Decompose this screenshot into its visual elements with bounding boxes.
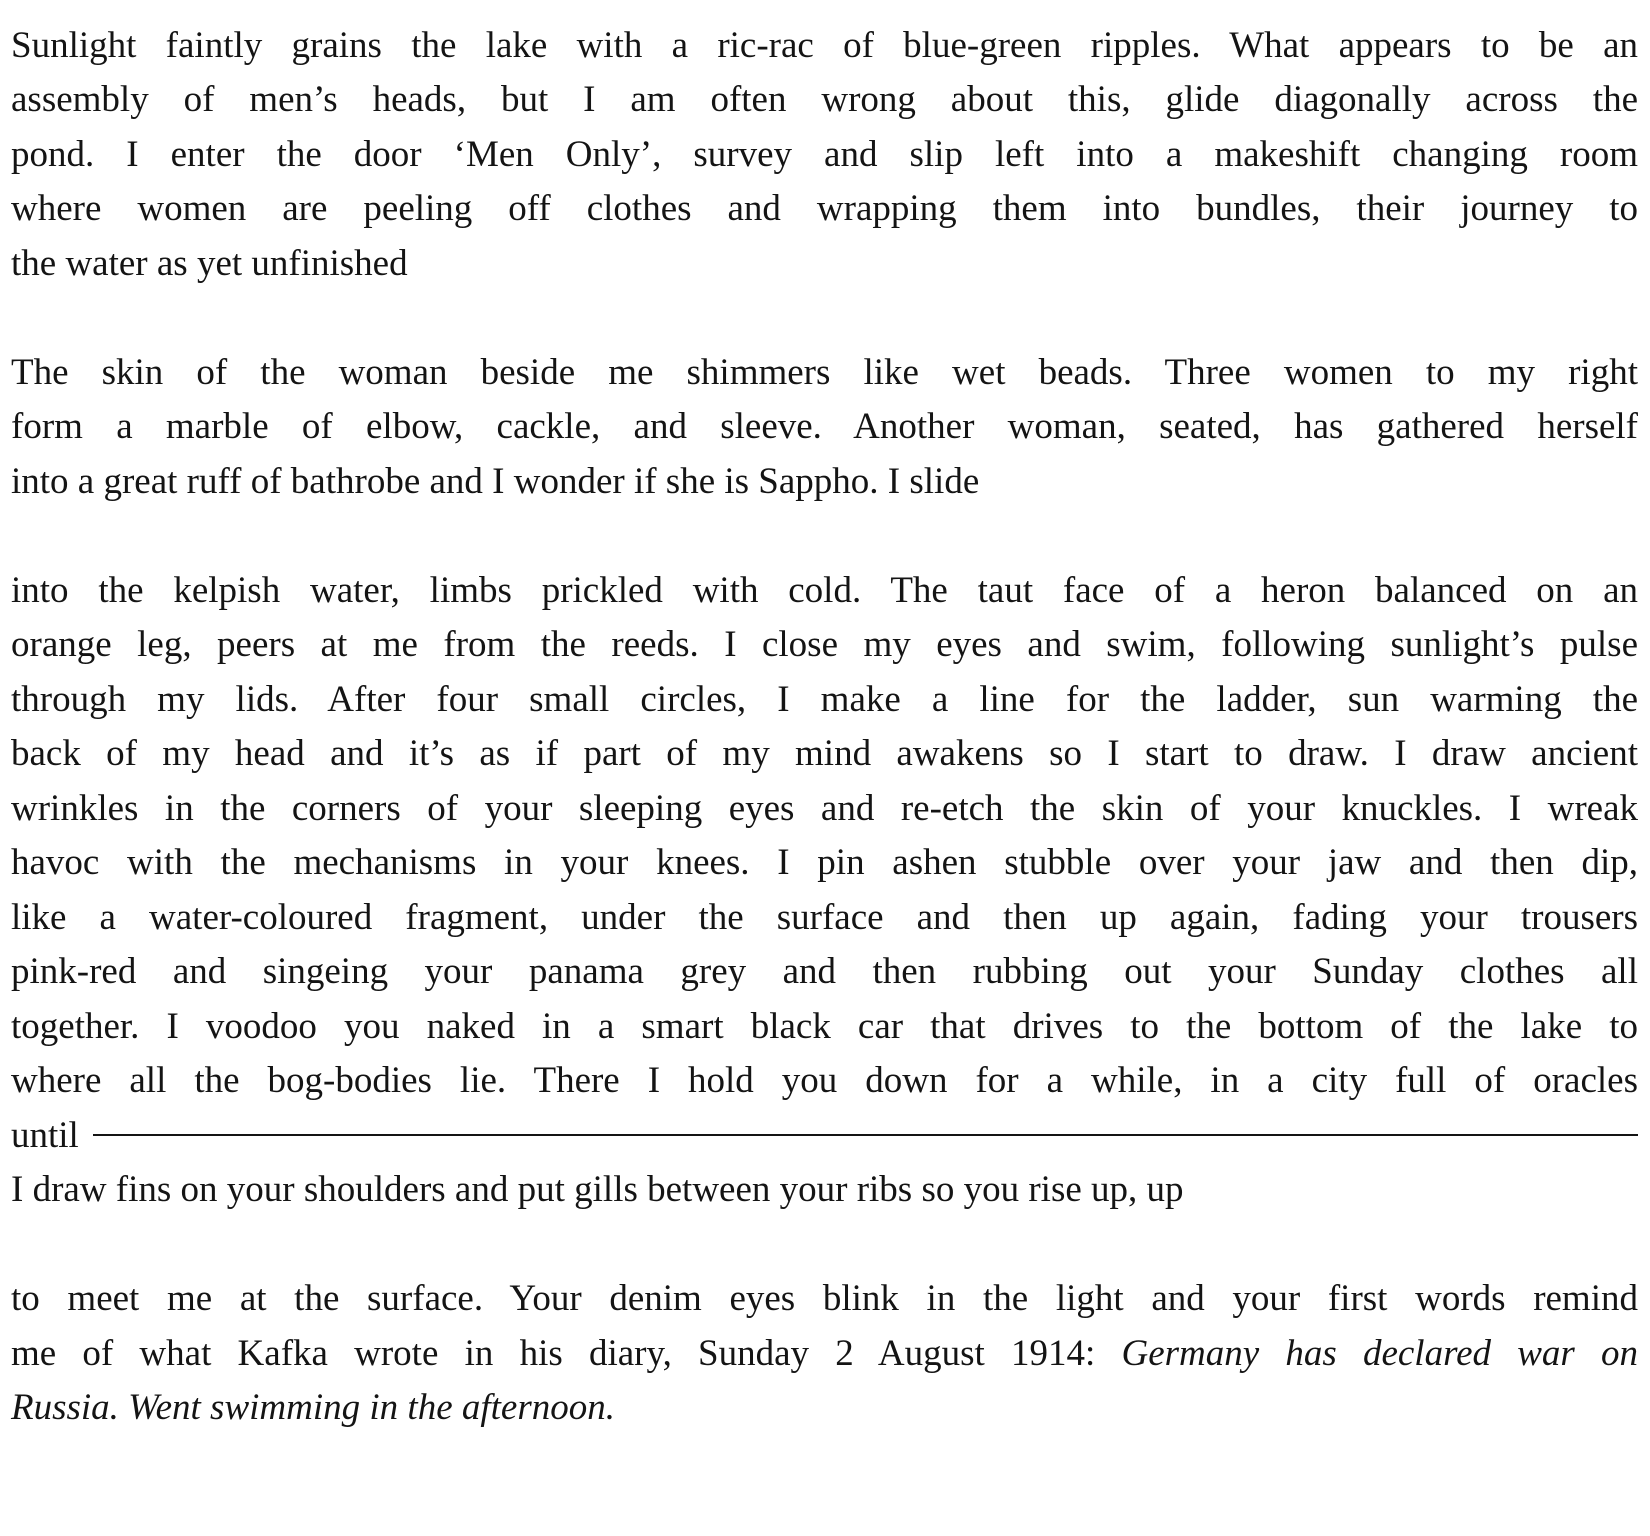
prose-line: into a great ruff of bathrobe and I wonder if she is Sappho. I slide xyxy=(11,461,980,502)
prose-line: I draw fins on your shoulders and put gills between your ribs so you rise up, up xyxy=(11,1169,1184,1210)
prose-line: pond. I enter the door ‘Men Only’, survey and slip left into a makeshift changing room xyxy=(11,134,1638,175)
kafka-reference: me of what Kafka wrote in his diary, Sunday 2 August 1914: xyxy=(11,1333,1122,1374)
prose-line: like a water-coloured fragment, under the surface and then up again, fading your trousers xyxy=(11,897,1638,938)
prose-line: The skin of the woman beside me shimmers like wet beads. Three women to my right xyxy=(11,352,1638,393)
prose-line: orange leg, peers at me from the reeds. I close my eyes and swim, following sunlight’s pulse xyxy=(11,624,1638,665)
kafka-quote-part2: Russia. Went swimming in the afternoon. xyxy=(11,1387,615,1428)
prose-line: wrinkles in the corners of your sleeping eyes and re-etch the skin of your knuckles. I wreak xyxy=(11,788,1638,829)
prose-line: havoc with the mechanisms in your knees. I pin ashen stubble over your jaw and then dip, xyxy=(11,842,1638,883)
kafka-quote-part1: Germany has declared war on xyxy=(1121,1333,1639,1374)
em-dash-rule xyxy=(93,1134,1638,1136)
prose-line-kafka xyxy=(11,1327,1638,1381)
prose-line: to meet me at the surface. Your denim eyes blink in the light and your first words remind xyxy=(11,1278,1638,1319)
prose-line: assembly of men’s heads, but I am often wrong about this, glide diagonally across the xyxy=(11,79,1638,120)
prose-line: through my lids. After four small circles, I make a line for the ladder, sun warming the xyxy=(11,679,1638,720)
prose-line: pink-red and singeing your panama grey and then rubbing out your Sunday clothes all xyxy=(11,951,1638,992)
prose-line: the water as yet unfinished xyxy=(11,243,408,284)
prose-line: where all the bog-bodies lie. There I hold you down for a while, in a city full of oracles xyxy=(11,1060,1638,1101)
prose-line: back of my head and it’s as if part of my mind awakens so I start to draw. I draw ancient xyxy=(11,733,1638,774)
prose-line: where women are peeling off clothes and wrapping them into bundles, their journey to xyxy=(11,188,1638,229)
prose-line: form a marble of elbow, cackle, and sleeve. Another woman, seated, has gathered herself xyxy=(11,406,1638,447)
until-word: until xyxy=(11,1115,79,1156)
until-rule-line xyxy=(11,1109,1638,1163)
prose-line: Sunlight faintly grains the lake with a ric-rac of blue-green ripples. What appears to be an xyxy=(11,25,1638,66)
prose-line: into the kelpish water, limbs prickled with cold. The taut face of a heron balanced on an xyxy=(11,570,1638,611)
prose-line: together. I voodoo you naked in a smart black car that drives to the bottom of the lake to xyxy=(11,1006,1638,1047)
